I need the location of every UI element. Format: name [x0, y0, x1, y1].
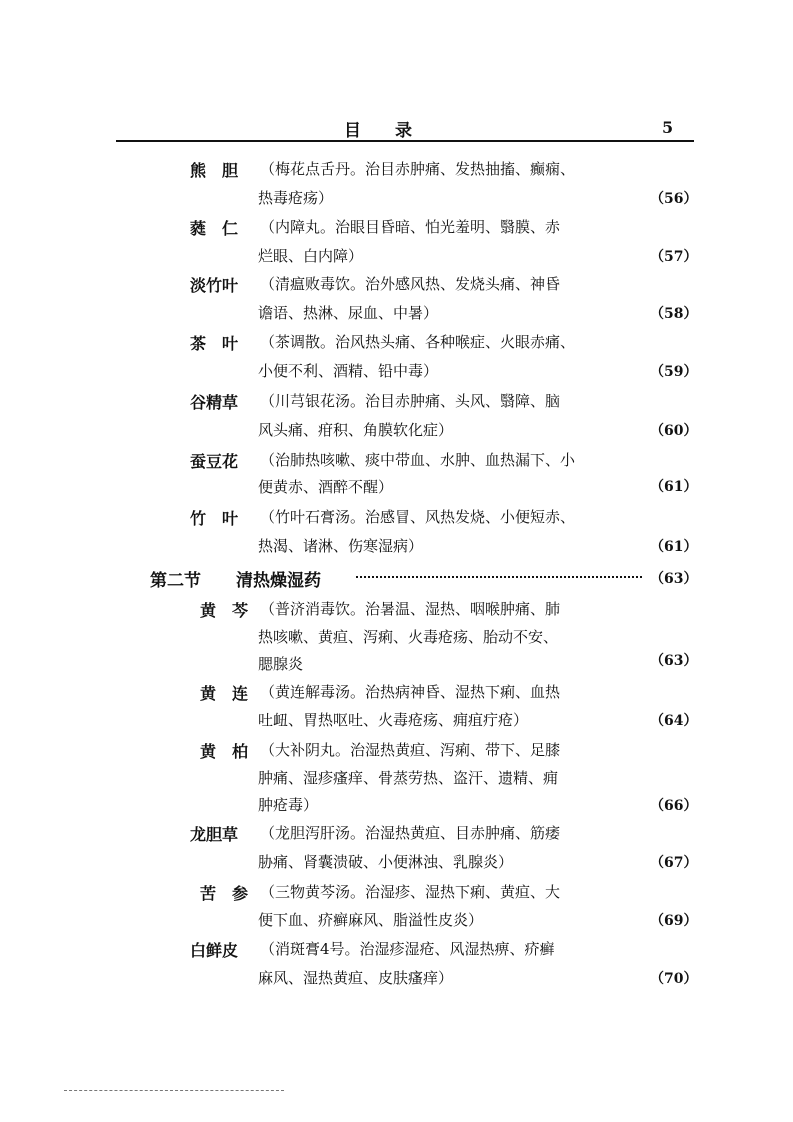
herb-name: 竹 叶 [190, 509, 239, 528]
entry-page: （58） [650, 306, 698, 322]
herb-name: 黄 连 [200, 684, 249, 703]
herb-name: 谷精草 [190, 393, 239, 412]
entry-text: （清瘟败毒饮。治外感风热、发烧头痛、神昏 [260, 275, 561, 293]
herb-name: 蕤 仁 [190, 219, 239, 238]
entry-text: （三物黄芩汤。治湿疹、湿热下痢、黄疸、大 [260, 883, 561, 901]
entry-text-cont: 谵语、热淋、尿血、中暑） [258, 304, 439, 322]
entry-text: （梅花点舌丹。治目赤肿痛、发热抽搐、癫痫、 [260, 160, 576, 178]
entry-text-cont: 烂眼、白内障） [258, 247, 364, 265]
entry-text-cont: 肿痛、湿疹瘙痒、骨蒸劳热、盗汗、遗精、痈 [258, 769, 559, 787]
leader-dots [356, 576, 642, 578]
entry-text: （内障丸。治眼目昏暗、怕光羞明、翳膜、赤 [260, 218, 561, 236]
section-number: 第二节 [150, 571, 201, 591]
footer-rule [64, 1090, 284, 1091]
herb-name: 黄 芩 [200, 601, 249, 620]
entry-text: （茶调散。治风热头痛、各种喉症、火眼赤痛、 [260, 333, 576, 351]
entry-text-cont: 热毒疮疡） [258, 189, 334, 207]
entry-page: （69） [650, 913, 698, 929]
herb-name: 苦 参 [200, 884, 249, 903]
entry-page: （61） [650, 539, 698, 555]
entry-text: （普济消毒饮。治暑温、湿热、咽喉肿痛、肺 [260, 600, 561, 618]
entry-page: （63） [650, 653, 698, 669]
entry-text: （龙胆泻肝汤。治湿热黄疸、目赤肿痛、筋痿 [260, 824, 561, 842]
header-rule [116, 140, 694, 142]
entry-page: （56） [650, 191, 698, 207]
entry-text: （川芎银花汤。治目赤肿痛、头风、翳障、脑 [260, 392, 561, 410]
herb-name: 龙胆草 [190, 825, 239, 844]
herb-name: 黄 柏 [200, 742, 249, 761]
entry-text-cont: 胁痛、肾囊溃破、小便淋浊、乳腺炎） [258, 853, 514, 871]
entry-text-cont: 肿疮毒） [258, 796, 319, 814]
herb-name: 茶 叶 [190, 334, 239, 353]
herb-name: 白鲜皮 [190, 941, 239, 960]
page-number: 5 [662, 118, 674, 137]
entry-text-cont: 便黄赤、酒醉不醒） [258, 478, 394, 496]
entry-text: （治肺热咳嗽、痰中带血、水肿、血热漏下、小 [260, 451, 576, 469]
entry-text-cont: 热咳嗽、黄疸、泻痢、火毒疮疡、胎动不安、 [258, 628, 559, 646]
entry-page: （66） [650, 798, 698, 814]
section-page: （63） [650, 571, 698, 587]
entry-page: （59） [650, 364, 698, 380]
entry-page: （64） [650, 713, 698, 729]
entry-text: （竹叶石膏汤。治感冒、风热发烧、小便短赤、 [260, 508, 576, 526]
entry-text-cont: 吐衄、胃热呕吐、火毒疮疡、痈疽疔疮） [258, 711, 529, 729]
entry-text-cont: 便下血、疥癣麻风、脂溢性皮炎） [258, 911, 484, 929]
entry-text-cont: 热渴、诸淋、伤寒湿病） [258, 537, 424, 555]
entry-page: （67） [650, 855, 698, 871]
entry-text: （大补阴丸。治湿热黄疸、泻痢、带下、足膝 [260, 741, 561, 759]
entry-page: （61） [650, 479, 698, 495]
entry-text: （黄连解毒汤。治热病神昏、湿热下痢、血热 [260, 683, 561, 701]
entry-page: （57） [650, 249, 698, 265]
entry-text-cont: 麻风、湿热黄疸、皮肤瘙痒） [258, 969, 454, 987]
entry-page: （70） [650, 971, 698, 987]
entry-text: （消斑膏4号。治湿疹湿疮、风湿热痹、疥癣 [260, 940, 555, 958]
entry-text-cont: 腮腺炎 [258, 655, 304, 673]
page-header-title: 目录 [344, 121, 446, 141]
entry-text-cont: 风头痛、疳积、角膜软化症） [258, 421, 454, 439]
herb-name: 熊 胆 [190, 161, 239, 180]
section-title: 清热燥湿药 [236, 571, 321, 591]
entry-text-cont: 小便不利、酒精、铅中毒） [258, 362, 439, 380]
herb-name: 淡竹叶 [190, 276, 239, 295]
herb-name: 蚕豆花 [190, 452, 239, 471]
entry-page: （60） [650, 423, 698, 439]
